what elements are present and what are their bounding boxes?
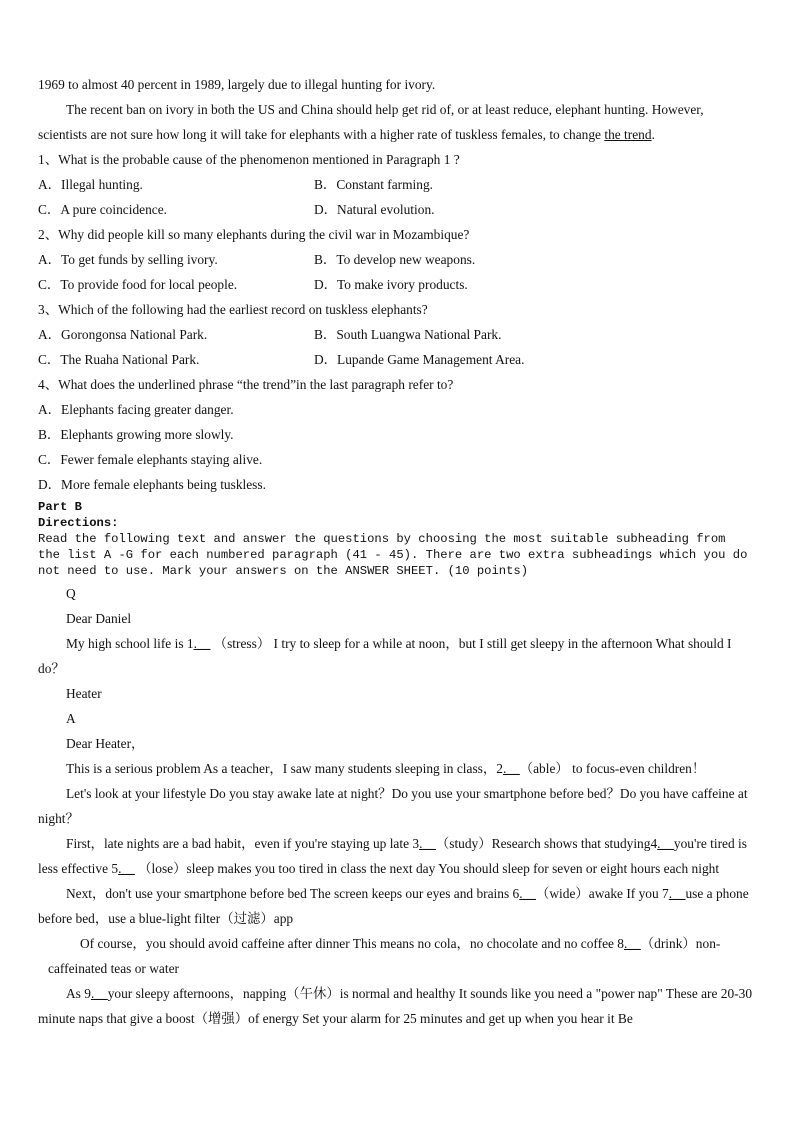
text: （stress） I try to sleep for a while at noon，but I still get sleepy in the afternoon What should I do？ — [38, 636, 732, 676]
blank-1: .__ — [193, 636, 211, 651]
text: My high school life is 1 — [66, 636, 194, 651]
option: C．The Ruaha National Park. — [38, 352, 200, 367]
options-row — [38, 172, 754, 197]
letter-paragraph — [38, 931, 754, 981]
blank-5: .__ — [118, 861, 135, 876]
blank-3: .__ — [419, 836, 436, 851]
options-row — [38, 197, 754, 222]
options-row — [38, 247, 754, 272]
text: Next，don't use your smartphone before bed The screen keeps our eyes and brains 6 — [66, 886, 520, 901]
text: you're tired is less effective 5 — [38, 836, 747, 876]
blank-9: .__ — [90, 986, 108, 1001]
letter-paragraph — [38, 631, 754, 681]
blank-8: .__ — [624, 936, 641, 951]
letter-paragraph: Let's look at your lifestyle Do you stay awake late at night？Do you use your smartphone before bed？Do you have caffeine at night？ — [38, 786, 748, 826]
options-row — [38, 322, 754, 347]
text: （study）Research shows that studying4 — [435, 836, 658, 851]
passage-text-end: . — [651, 127, 655, 142]
option: D．Lupande Game Management Area. — [314, 352, 525, 367]
salutation-daniel: Dear Daniel — [66, 611, 132, 626]
option: B．South Luangwa National Park. — [314, 327, 502, 342]
text: use a phone before bed，use a blue-light filter（过滤）app — [38, 886, 749, 926]
question-stem: 2、Why did people kill so many elephants during the civil war in Mozambique? — [38, 227, 470, 242]
option: C．Fewer female elephants staying alive. — [38, 452, 263, 467]
letter-paragraph — [38, 981, 754, 1031]
blank-4: .__ — [657, 836, 674, 851]
part-b-title: Part B — [38, 500, 82, 514]
option: A．Illegal hunting. — [38, 177, 143, 192]
directions-text: Read the following text and answer the questions by choosing the most suitable subheading from the list A -G for each numbered paragraph (41 - 45). There are two extra subheadings which you do not need to use. Mark your answers on the ANSWER SHEET. (10 points) — [38, 532, 748, 578]
passage-text: The recent ban on ivory in both the US and China should help get rid of, or at least reduce, elephant hunting. However, scientists are not sure how long it will take for elephants with a higher rate of tuskless females, to change — [38, 102, 704, 142]
text: First，late nights are a bad habit，even if you're staying up late 3 — [66, 836, 420, 851]
option: C．A pure coincidence. — [38, 202, 168, 217]
letter-paragraph — [38, 756, 754, 781]
text: （able） to focus-even children！ — [519, 761, 706, 776]
option: C．To provide food for local people. — [38, 277, 238, 292]
passage-paragraph — [38, 97, 754, 147]
text: Of course，you should avoid caffeine after dinner This means no cola，no chocolate and no coffee 8 — [80, 936, 625, 951]
blank-7: .__ — [668, 886, 686, 901]
options-row — [38, 272, 754, 297]
option: D．Natural evolution. — [314, 202, 435, 217]
text: your sleepy afternoons，napping（午休）is normal and healthy It sounds like you need a "power nap" These are 20-30 minute naps that give a boost（增强）of energy Set your alarm for 25 minutes and get up when you hear it Be — [38, 986, 753, 1026]
option: A．Elephants facing greater danger. — [38, 402, 234, 417]
letter-paragraph — [38, 881, 754, 931]
option: D．More female elephants being tuskless. — [38, 477, 266, 492]
option: B．Constant farming. — [314, 177, 434, 192]
question-stem: 3、Which of the following had the earliest record on tuskless elephants? — [38, 302, 428, 317]
text: As 9 — [66, 986, 91, 1001]
option: D．To make ivory products. — [314, 277, 468, 292]
question-stem: 1、What is the probable cause of the phenomenon mentioned in Paragraph 1 ? — [38, 152, 460, 167]
question-stem: 4、What does the underlined phrase “the trend”in the last paragraph refer to? — [38, 377, 454, 392]
a-label: A — [66, 711, 76, 726]
blank-2: .__ — [502, 761, 520, 776]
text: （wide）awake If you 7 — [535, 886, 669, 901]
option: B．To develop new weapons. — [314, 252, 476, 267]
signature-heater: Heater — [66, 686, 102, 701]
document-page — [38, 72, 754, 1031]
options-row — [38, 347, 754, 372]
passage-line: 1969 to almost 40 percent in 1989, largely due to illegal hunting for ivory. — [38, 77, 436, 92]
underlined-phrase: the trend — [604, 127, 652, 142]
text: This is a serious problem As a teacher，I saw many students sleeping in class，2 — [66, 761, 503, 776]
salutation-heater: Dear Heater， — [66, 736, 145, 751]
letter-paragraph — [38, 831, 754, 881]
q-label: Q — [66, 586, 76, 601]
option: A．Gorongonsa National Park. — [38, 327, 208, 342]
text: （lose）sleep makes you too tired in class the next day You should sleep for seven or eight hours each night — [134, 861, 720, 876]
option: A．To get funds by selling ivory. — [38, 252, 218, 267]
text: （drink）non-caffeinated teas or water — [48, 936, 721, 976]
option: B．Elephants growing more slowly. — [38, 427, 234, 442]
directions-label: Directions: — [38, 516, 119, 530]
blank-6: .__ — [519, 886, 536, 901]
